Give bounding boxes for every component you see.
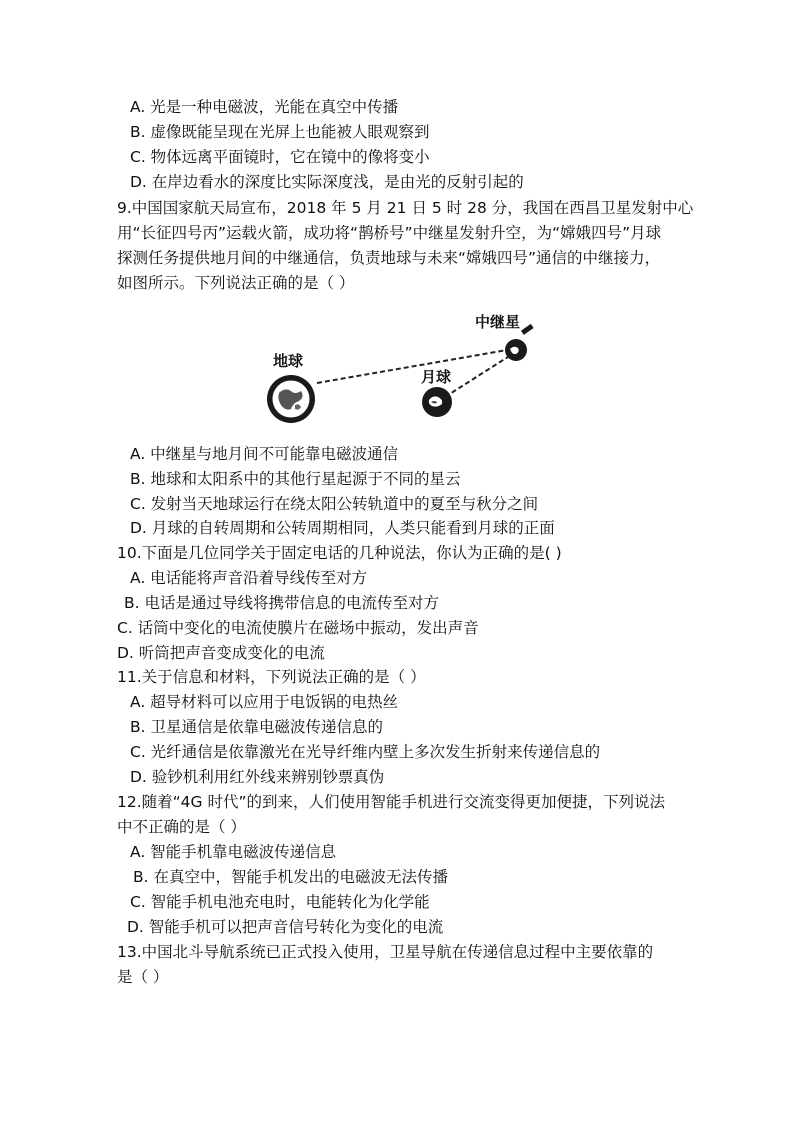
q8-option-d: D. 在岸边看水的深度比实际深度浅，是由光的反射引起的 [130, 173, 524, 191]
q10-stem: 10.下面是几位同学关于固定电话的几种说法，你认为正确的是( ) [117, 544, 562, 562]
q11-option-b: B. 卫星通信是依靠电磁波传递信息的 [130, 718, 383, 736]
q9-stem-line-1: 9.中国国家航天局宣布，2018 年 5 月 21 日 5 时 28 分，我国在西昌卫星发射中心 [117, 199, 694, 217]
q9-option-b: B. 地球和太阳系中的其他行星起源于不同的星云 [130, 470, 461, 488]
q12-option-c: C. 智能手机电池充电时，电能转化为化学能 [130, 893, 430, 911]
q11-option-d: D. 验钞机利用红外线来辨别钞票真伪 [130, 768, 385, 786]
relay-label: 中继星 [475, 313, 521, 331]
earth-relay-link [317, 350, 507, 383]
q9-option-c: C. 发射当天地球运行在绕太阳公转轨道中的夏至与秋分之间 [130, 495, 539, 513]
q12-option-d: D. 智能手机可以把声音信号转化为变化的电流 [127, 918, 444, 936]
q9-stem-line-4: 如图所示。下列说法正确的是（ ） [117, 274, 355, 292]
q12-stem-line-1: 12.随着“4G 时代”的到来，人们使用智能手机进行交流变得更加便捷，下列说法 [117, 793, 666, 811]
q12-stem-line-2: 中不正确的是（ ） [117, 818, 246, 836]
q10-option-a: A. 电话能将声音沿着导线传至对方 [130, 569, 368, 587]
q12-option-a: A. 智能手机靠电磁波传递信息 [130, 843, 337, 861]
q11-option-a: A. 超导材料可以应用于电饭锅的电热丝 [130, 693, 399, 711]
q9-option-a: A. 中继星与地月间不可能靠电磁波通信 [130, 445, 399, 463]
q8-option-c: C. 物体远离平面镜时，它在镜中的像将变小 [130, 148, 430, 166]
q9-stem-line-2: 用“长征四号丙”运载火箭，成功将“鹊桥号”中继星发射升空，为“嫦娥四号”月球 [117, 224, 662, 242]
moon-icon [422, 387, 452, 417]
q11-option-c: C. 光纤通信是依靠激光在光导纤维内壁上多次发生折射来传递信息的 [130, 743, 601, 761]
q10-option-b: B. 电话是通过导线将携带信息的电流传至对方 [124, 594, 439, 612]
q8-option-a: A. 光是一种电磁波，光能在真空中传播 [130, 98, 399, 116]
q13-stem-line-2: 是（ ） [117, 968, 169, 986]
q9-option-d: D. 月球的自转周期和公转周期相同，人类只能看到月球的正面 [130, 519, 555, 537]
moon-label: 月球 [421, 368, 452, 386]
earth-moon-relay-figure [255, 305, 545, 430]
q9-stem-line-3: 探测任务提供地月间的中继通信，负责地球与未来“嫦娥四号”通信的中继接力， [117, 249, 661, 267]
moon-relay-link [445, 355, 511, 397]
q11-stem: 11.关于信息和材料，下列说法正确的是（ ） [117, 668, 426, 686]
q8-option-b: B. 虚像既能呈现在光屏上也能被人眼观察到 [130, 123, 430, 141]
q13-stem-line-1: 13.中国北斗导航系统已正式投入使用，卫星导航在传递信息过程中主要依靠的 [117, 943, 654, 961]
q10-option-c: C. 话筒中变化的电流使膜片在磁场中振动，发出声音 [117, 619, 479, 637]
earth-label: 地球 [273, 352, 304, 370]
q10-option-d: D. 听筒把声音变成变化的电流 [117, 644, 325, 662]
earth-icon [267, 375, 315, 423]
q12-option-b: B. 在真空中，智能手机发出的电磁波无法传播 [133, 868, 448, 886]
